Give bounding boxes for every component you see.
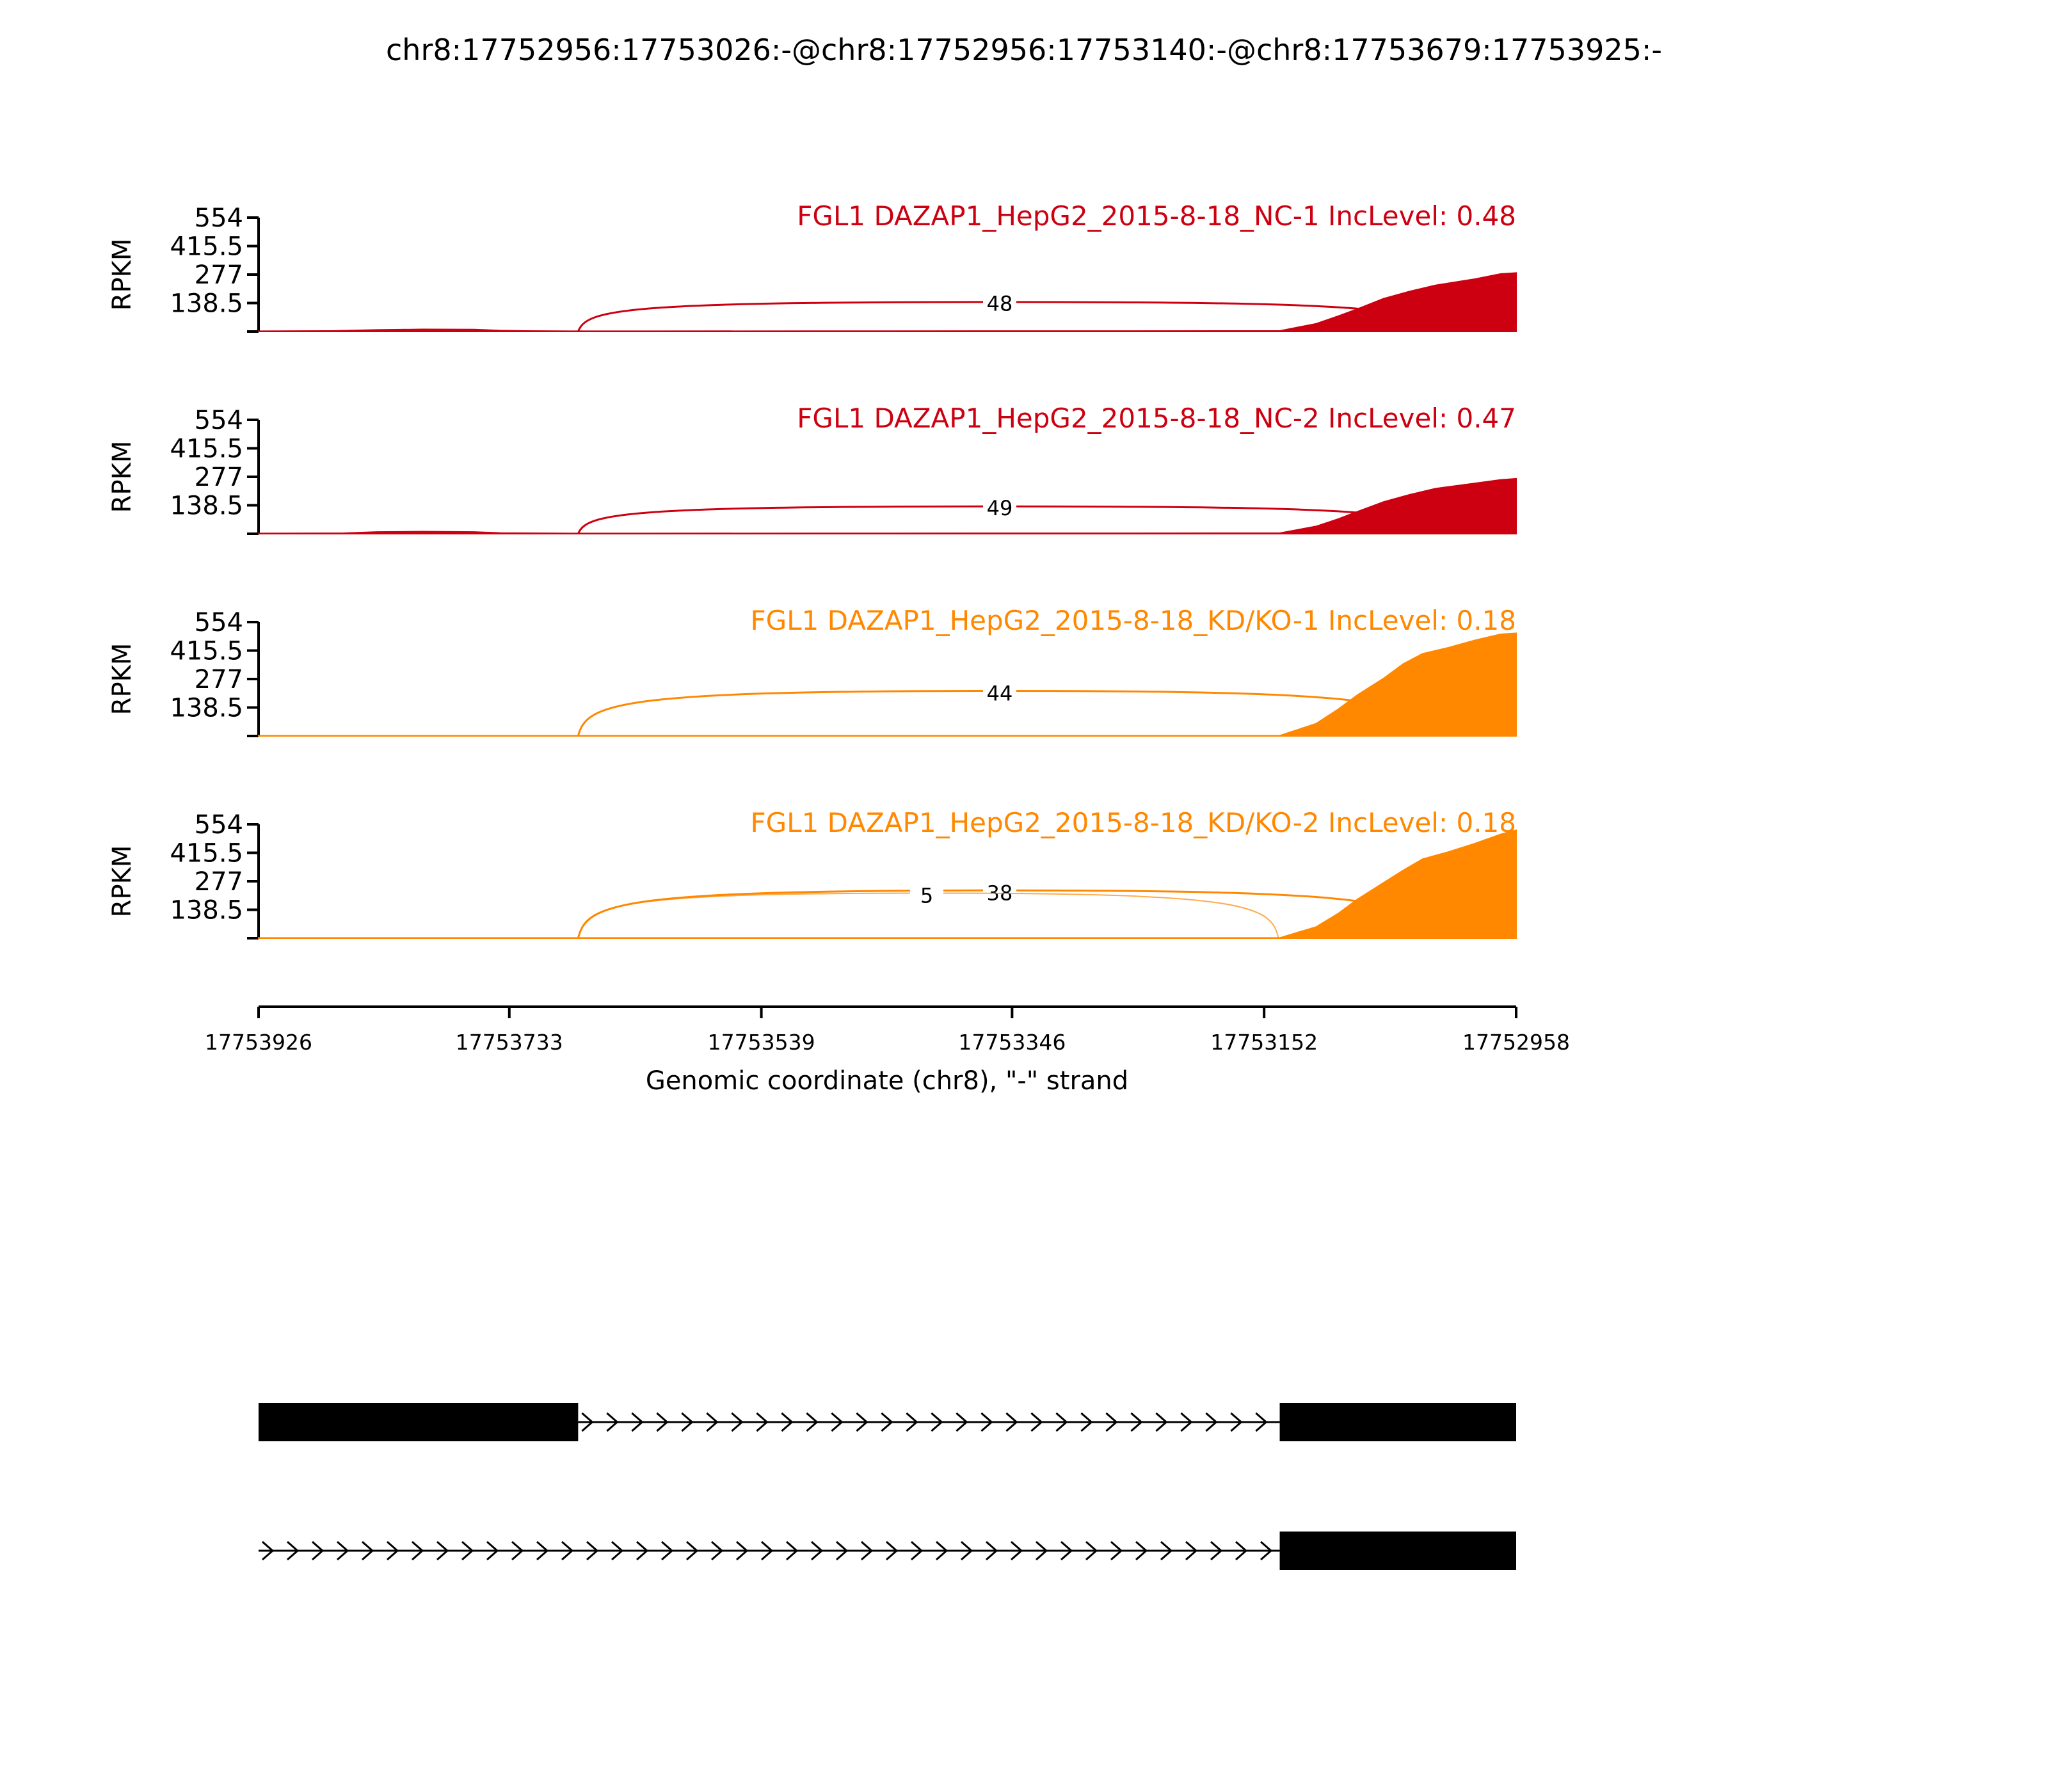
gene-model — [259, 1403, 1516, 1570]
y-tick-label: 138.5 — [170, 289, 243, 319]
track-label: FGL1 DAZAP1_HepG2_2015-8-18_KD/KO-2 IncLevel: 0.18 — [750, 807, 1516, 838]
track-label: FGL1 DAZAP1_HepG2_2015-8-18_NC-2 IncLevel: 0.47 — [797, 403, 1516, 434]
track-1 — [108, 200, 1516, 332]
track-2 — [108, 403, 1516, 534]
track-4 — [108, 807, 1516, 938]
y-tick-label: 554 — [194, 810, 243, 840]
y-axis-label: RPKM — [108, 643, 137, 716]
y-axis-label: RPKM — [108, 238, 137, 311]
coverage-tracks — [108, 200, 1516, 938]
y-tick-label: 277 — [194, 867, 243, 897]
isoform-2 — [259, 1532, 1516, 1570]
isoform-1 — [259, 1403, 1516, 1441]
x-tick-label: 17753152 — [1210, 1030, 1318, 1055]
y-tick-label: 138.5 — [170, 491, 243, 521]
figure-title: chr8:17752956:17753026:-@chr8:17752956:17753140:-@chr8:17753679:17753925:- — [386, 33, 1662, 67]
y-tick-label: 554 — [194, 608, 243, 637]
y-tick-label: 138.5 — [170, 693, 243, 723]
x-tick-label: 17753733 — [455, 1030, 563, 1055]
exon-block — [1280, 1532, 1516, 1570]
y-tick-label: 554 — [194, 204, 243, 233]
x-tick-label: 17753926 — [205, 1030, 312, 1055]
track-label: FGL1 DAZAP1_HepG2_2015-8-18_NC-1 IncLevel: 0.48 — [797, 200, 1516, 232]
track-label: FGL1 DAZAP1_HepG2_2015-8-18_KD/KO-1 IncLevel: 0.18 — [750, 605, 1516, 636]
coverage-area — [259, 633, 1516, 736]
x-axis-ticks — [205, 1007, 1570, 1055]
y-tick-label: 415.5 — [170, 838, 243, 868]
y-tick-label: 415.5 — [170, 434, 243, 464]
y-axis-label: RPKM — [108, 440, 137, 513]
x-axis-label: Genomic coordinate (chr8), "-" strand — [645, 1066, 1129, 1096]
x-tick-label: 17752958 — [1462, 1030, 1570, 1055]
exon-block — [259, 1403, 578, 1441]
x-tick-label: 17753539 — [707, 1030, 815, 1055]
track-3 — [108, 605, 1516, 736]
junction-count: 38 — [986, 881, 1013, 906]
junction-count: 48 — [986, 291, 1013, 316]
x-axis — [205, 1007, 1570, 1096]
y-tick-label: 415.5 — [170, 636, 243, 666]
y-tick-label: 415.5 — [170, 232, 243, 262]
y-tick-label: 277 — [194, 463, 243, 492]
junction-count: 5 — [920, 883, 934, 908]
y-tick-label: 138.5 — [170, 895, 243, 925]
y-axis-label: RPKM — [108, 845, 137, 918]
x-tick-label: 17753346 — [958, 1030, 1066, 1055]
y-tick-label: 277 — [194, 665, 243, 694]
junction-count: 49 — [986, 495, 1013, 520]
y-tick-label: 554 — [194, 406, 243, 435]
junction-count: 44 — [986, 681, 1013, 706]
coverage-area — [259, 830, 1516, 938]
exon-block — [1280, 1403, 1516, 1441]
y-tick-label: 277 — [194, 260, 243, 290]
